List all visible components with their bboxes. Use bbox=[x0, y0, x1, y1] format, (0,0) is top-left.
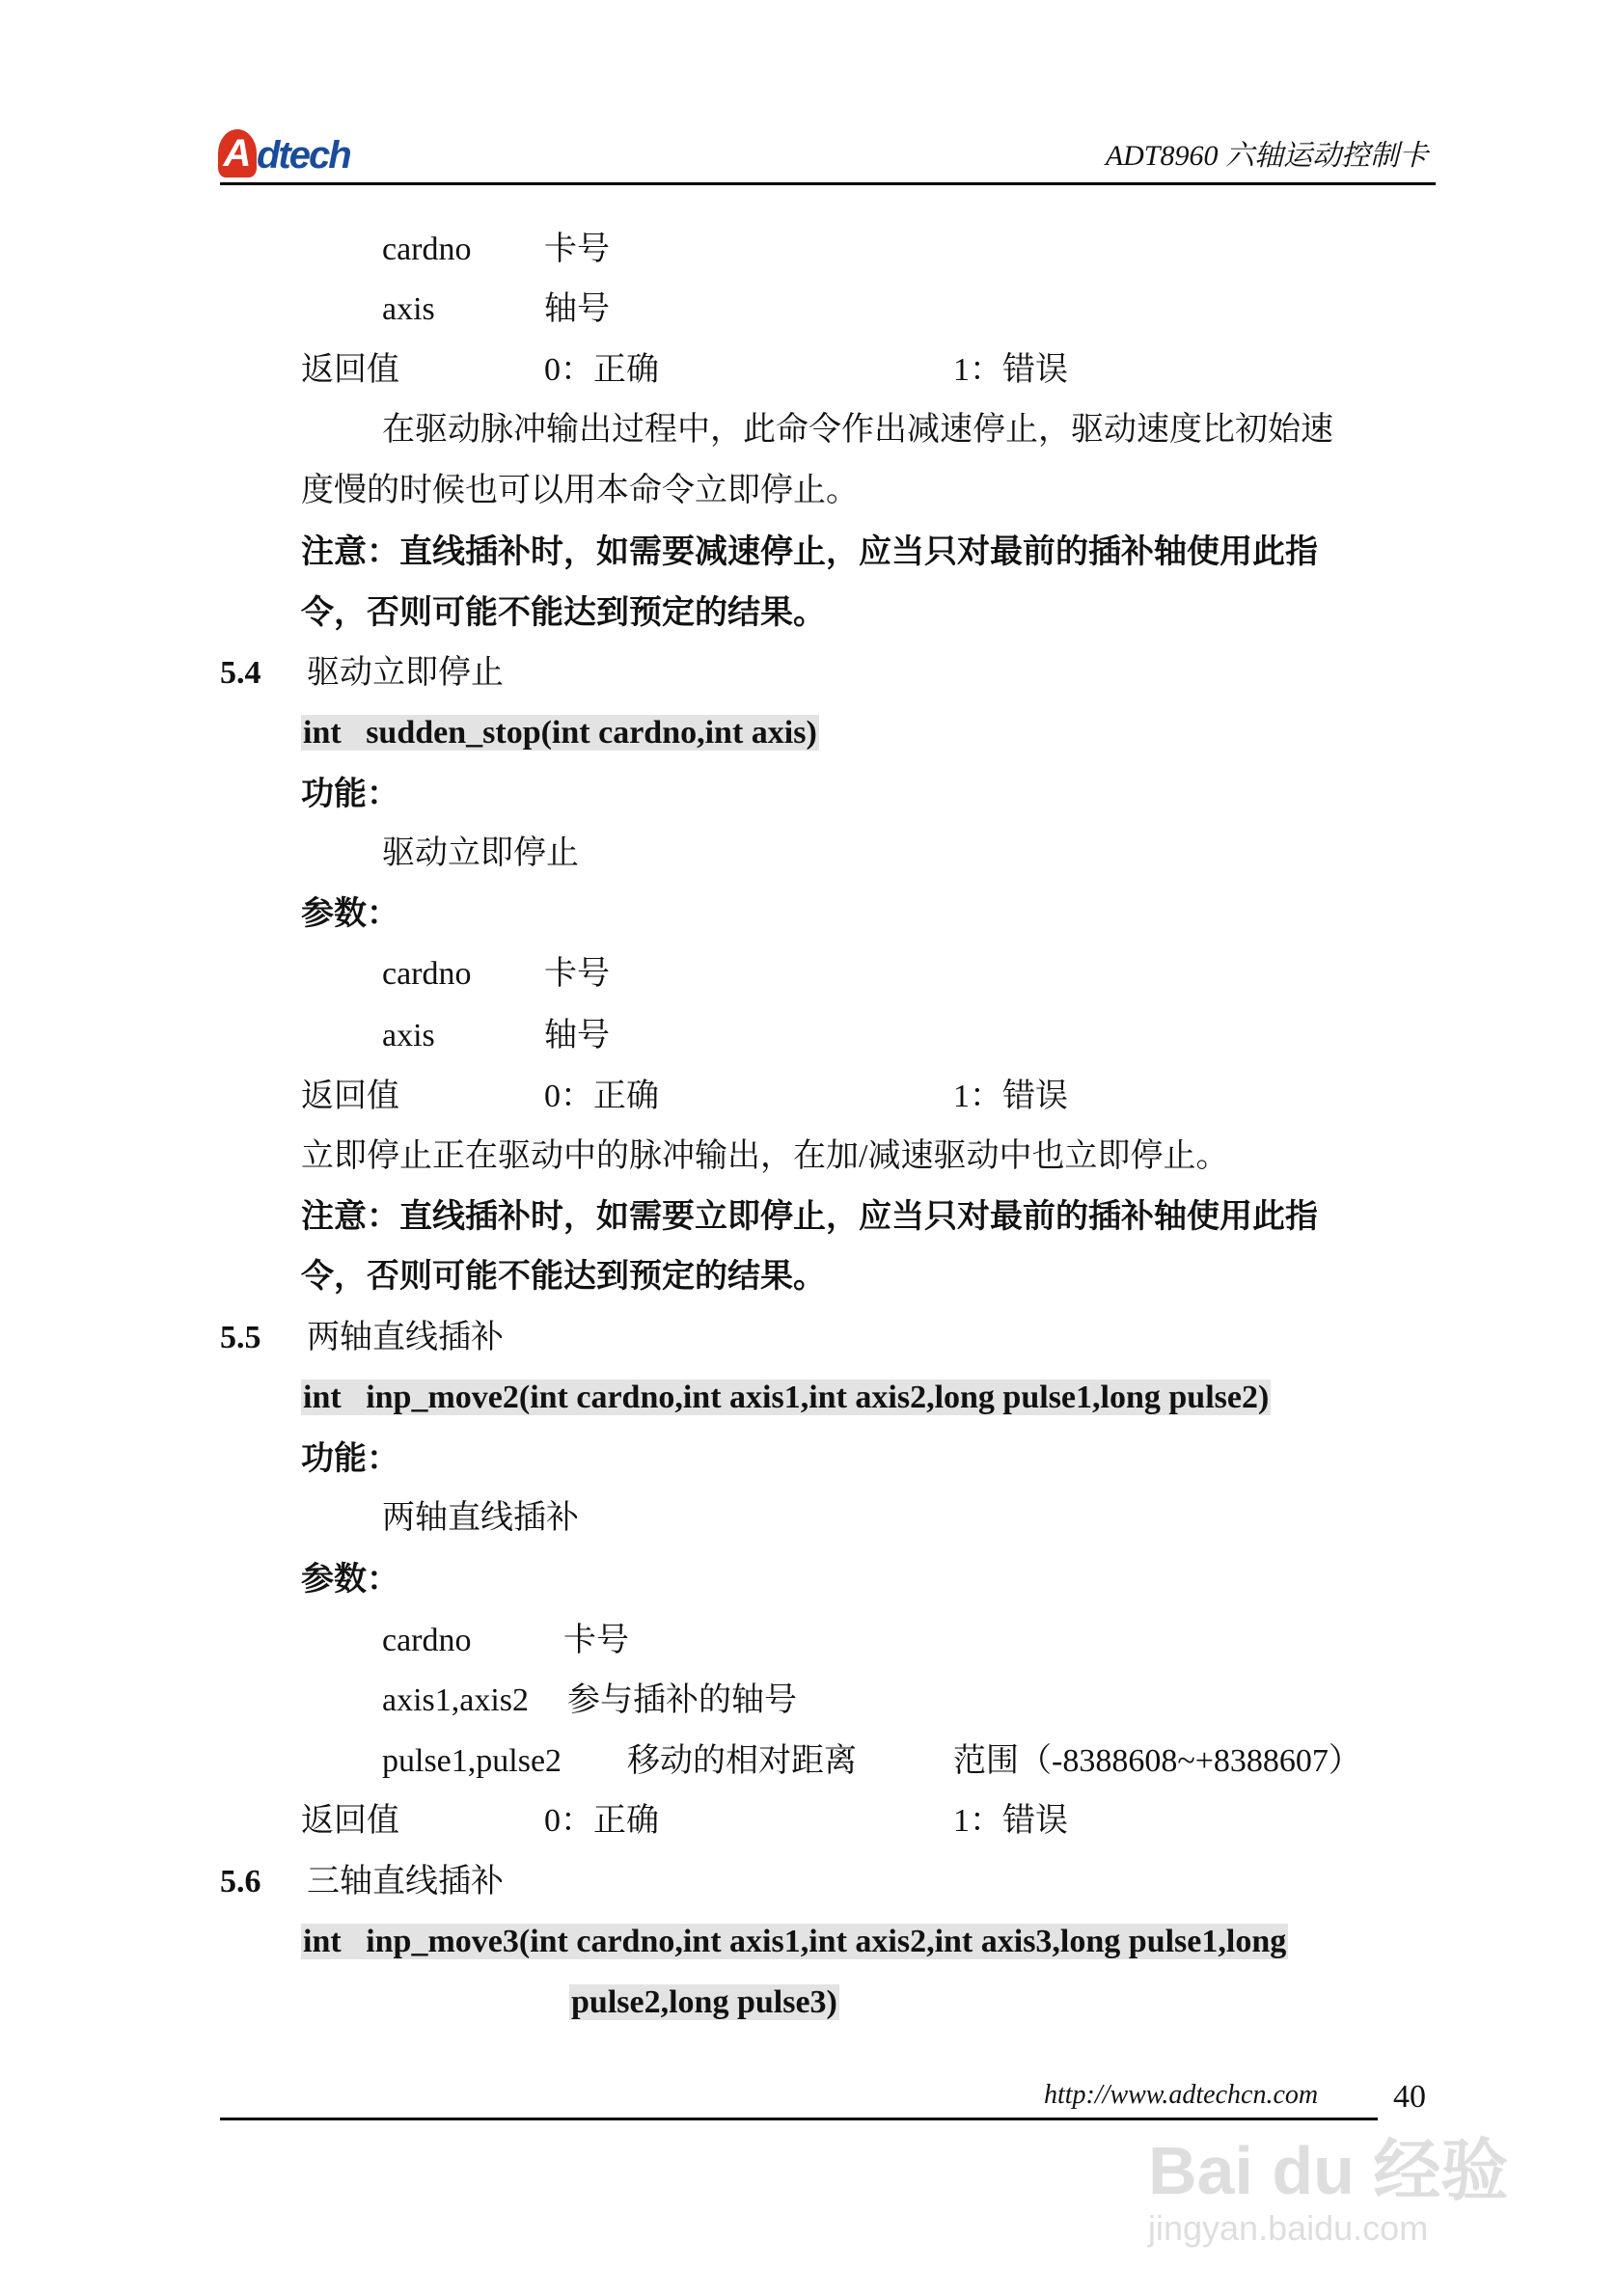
function-desc: 两轴直线插补 bbox=[382, 1500, 579, 1536]
note: 令，否则可能不能达到预定的结果。 bbox=[301, 595, 826, 631]
code-sig: inp_move3(int cardno,int axis1,int axis2,int axis3,long pulse1,long bbox=[366, 1924, 1287, 1959]
footer-url[interactable]: http://www.adtechcn.com bbox=[1044, 2080, 1319, 2110]
param-desc: 卡号 bbox=[544, 956, 610, 992]
code-type: int bbox=[303, 715, 342, 751]
function-signature bbox=[301, 703, 819, 763]
header-title: ADT8960 六轴运动控制卡 bbox=[1105, 140, 1428, 172]
code-sig: sudden_stop(int cardno,int axis) bbox=[366, 715, 817, 751]
description: 立即停止正在驱动中的脉冲输出，在加/减速驱动中也立即停止。 bbox=[301, 1138, 1229, 1174]
param-desc: 移动的相对距离 bbox=[627, 1743, 857, 1779]
code-sig: inp_move2(int cardno,int axis1,int axis2,long pulse1,long pulse2) bbox=[366, 1380, 1270, 1415]
param-name: cardno bbox=[382, 956, 472, 992]
note: 注意：直线插补时，如需要减速停止，应当只对最前的插补轴使用此指 bbox=[301, 534, 1318, 570]
param-desc: 轴号 bbox=[544, 291, 610, 327]
section-title: 驱动立即停止 bbox=[307, 655, 504, 691]
watermark-site: jingyan.baidu.com bbox=[1148, 2208, 1429, 2248]
return-1: 1：错误 bbox=[953, 352, 1068, 388]
param-name: axis1,axis2 bbox=[382, 1682, 530, 1718]
watermark-brand: Bai du 经验 bbox=[1148, 2133, 1509, 2208]
note: 令，否则可能不能达到预定的结果。 bbox=[301, 1259, 826, 1295]
section-title: 三轴直线插补 bbox=[307, 1864, 504, 1900]
return-0: 0：正确 bbox=[544, 1803, 659, 1839]
code-type: int bbox=[303, 1380, 342, 1415]
param-label: 参数： bbox=[301, 896, 399, 932]
description: 度慢的时候也可以用本命令立即停止。 bbox=[301, 473, 859, 508]
param-desc: 卡号 bbox=[563, 1623, 629, 1658]
return-1: 1：错误 bbox=[953, 1079, 1068, 1114]
function-desc: 驱动立即停止 bbox=[382, 835, 579, 871]
page-number: 40 bbox=[1393, 2079, 1426, 2115]
return-label: 返回值 bbox=[301, 1079, 399, 1114]
section-title: 两轴直线插补 bbox=[307, 1320, 504, 1355]
function-label: 功能： bbox=[301, 1441, 399, 1477]
return-1: 1：错误 bbox=[953, 1803, 1068, 1839]
function-label: 功能： bbox=[301, 777, 399, 812]
return-label: 返回值 bbox=[301, 1803, 399, 1839]
param-desc: 卡号 bbox=[544, 232, 610, 267]
param-name: axis bbox=[382, 1018, 435, 1053]
adtech-logo: A dtech bbox=[218, 127, 350, 178]
header-rule bbox=[220, 182, 1436, 185]
footer-rule bbox=[220, 2118, 1378, 2120]
param-range: 范围（-8388608~+8388607） bbox=[953, 1743, 1361, 1779]
baidu-watermark bbox=[1148, 2132, 1508, 2248]
code-sig: pulse2,long pulse3) bbox=[571, 1984, 837, 2020]
param-label: 参数： bbox=[301, 1562, 399, 1598]
section-number: 5.4 bbox=[220, 655, 261, 691]
param-name: cardno bbox=[382, 232, 472, 267]
function-signature bbox=[301, 1368, 1271, 1428]
param-name: cardno bbox=[382, 1623, 472, 1658]
param-desc: 轴号 bbox=[544, 1018, 610, 1053]
param-name: pulse1,pulse2 bbox=[382, 1743, 562, 1779]
function-signature bbox=[301, 1912, 1288, 1972]
section-number: 5.5 bbox=[220, 1320, 261, 1355]
code-type: int bbox=[303, 1924, 342, 1959]
param-name: axis bbox=[382, 291, 435, 327]
section-number: 5.6 bbox=[220, 1864, 261, 1900]
return-0: 0：正确 bbox=[544, 352, 659, 388]
description: 在驱动脉冲输出过程中，此命令作出减速停止，驱动速度比初始速 bbox=[382, 412, 1333, 448]
return-0: 0：正确 bbox=[544, 1079, 659, 1114]
note: 注意：直线插补时，如需要立即停止，应当只对最前的插补轴使用此指 bbox=[301, 1199, 1318, 1235]
function-signature-cont bbox=[569, 1973, 839, 2033]
return-label: 返回值 bbox=[301, 352, 399, 388]
param-desc: 参与插补的轴号 bbox=[567, 1682, 797, 1718]
